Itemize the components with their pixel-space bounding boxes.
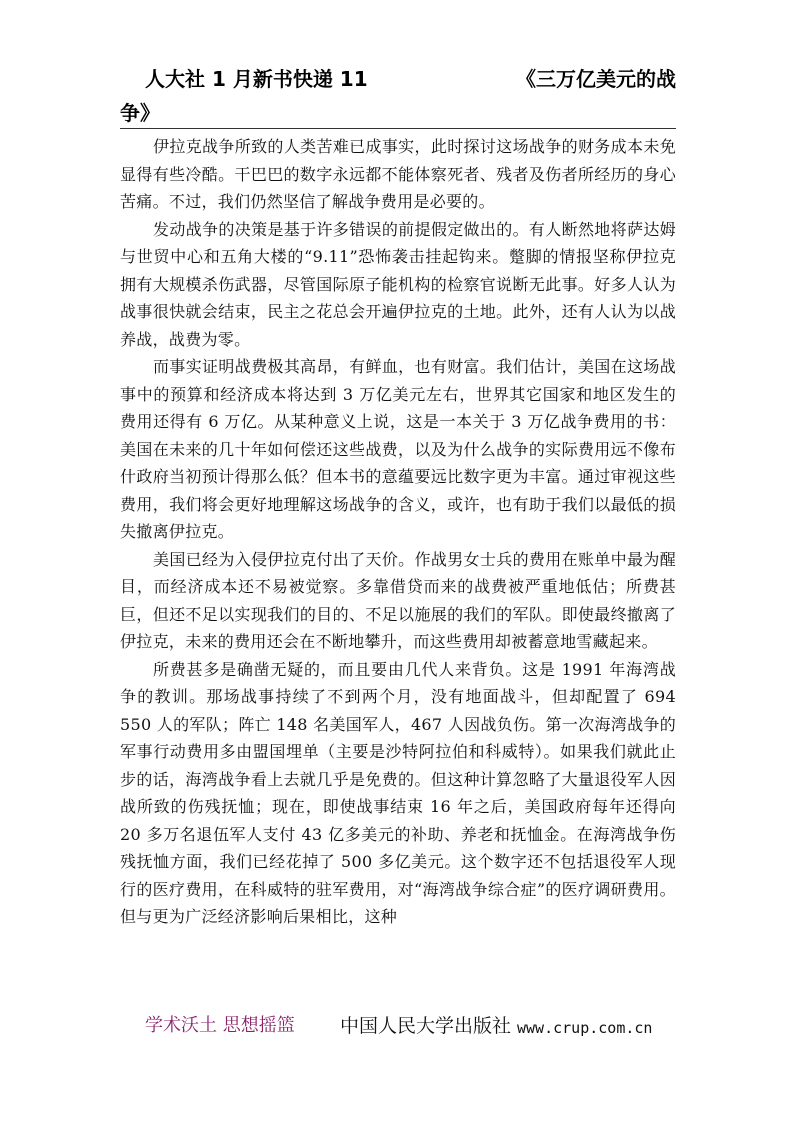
footer-publisher: 中国人民大学出版社 [340,1015,512,1037]
footer-slogan: 学术沃土 思想摇篮 [145,1015,295,1036]
paragraph-4: 美国已经为入侵伊拉克付出了天价。作战男女士兵的费用在账单中最为醒目，而经济成本还不易被觉察。多靠借贷而来的战费被严重地低估；所费甚巨，但还不足以实现我们的目的、不足以施展的我们的军队。即使最终撤离了伊拉克，未来的费用还会在不断地攀升，而这些费用却被蓄意地雪藏起来。 [120,549,676,651]
header-series-title: 人大社 1 月新书快递 11 [145,67,368,91]
page-footer [145,1012,665,1042]
header-book-title-continued: 争》 [120,101,160,125]
footer-website[interactable]: www.crup.com.cn [517,1019,653,1037]
header-book-title: 《三万亿美元的战 [516,67,676,91]
paragraph-1: 伊拉克战争所致的人类苦难已成事实，此时探讨这场战争的财务成本未免显得有些冷酷。干巴巴的数字永远都不能体察死者、残者及伤者所经历的身心苦痛。不过，我们仍然坚信了解战争费用是必要的。 [120,137,676,211]
page-header [120,66,676,129]
article-body [120,133,676,931]
paragraph-3: 而事实证明战费极其高昂，有鲜血，也有财富。我们估计，美国在这场战事中的预算和经济成本将达到 3 万亿美元左右，世界其它国家和地区发生的费用还得有 6 万亿。从某种意义上说，这是一本关于 3 万亿战争费用的书：美国在未来的几十年如何偿还这些战费，以及为什么战争的实际费用远不像布什政府当初预计得那么低？但本书的意蕴要远比数字更为丰富。通过审视这些费用，我们将会更好地理解这场战争的含义，或许，也有助于我们以最低的损失撤离伊拉克。 [120,357,676,541]
paragraph-2: 发动战争的决策是基于许多错误的前提假定做出的。有人断然地将萨达姆与世贸中心和五角大楼的“9.11”恐怖袭击挂起钩来。蹩脚的情报坚称伊拉克拥有大规模杀伤武器，尽管国际原子能机构的检察官说断无此事。好多人认为战事很快就会结束，民主之花总会开遍伊拉克的土地。此外，还有人认为以战养战，战费为零。 [120,219,676,349]
paragraph-5: 所费甚多是确凿无疑的，而且要由几代人来背负。这是 1991 年海湾战争的教训。那场战事持续了不到两个月，没有地面战斗，但却配置了 694 550 人的军队；阵亡 148 名美国军人，467 人因战负伤。第一次海湾战争的军事行动费用多由盟国埋单（主要是沙特阿拉伯和科威特）。如果我们就此止步的话，海湾战争看上去就几乎是免费的。但这种计算忽略了大量退役军人因战所致的伤残抚恤；现在，即使战事结束 16 年之后，美国政府每年还得向 20 多万名退伍军人支付 43 亿多美元的补助、养老和抚恤金。在海湾战争伤残抚恤方面，我们已经花掉了 500 多亿美元。这个数字还不包括退役军人现行的医疗费用，在科威特的驻军费用，对“海湾战争综合症”的医疗调研费用。但与更为广泛经济影响后果相比，这种 [120,659,676,926]
